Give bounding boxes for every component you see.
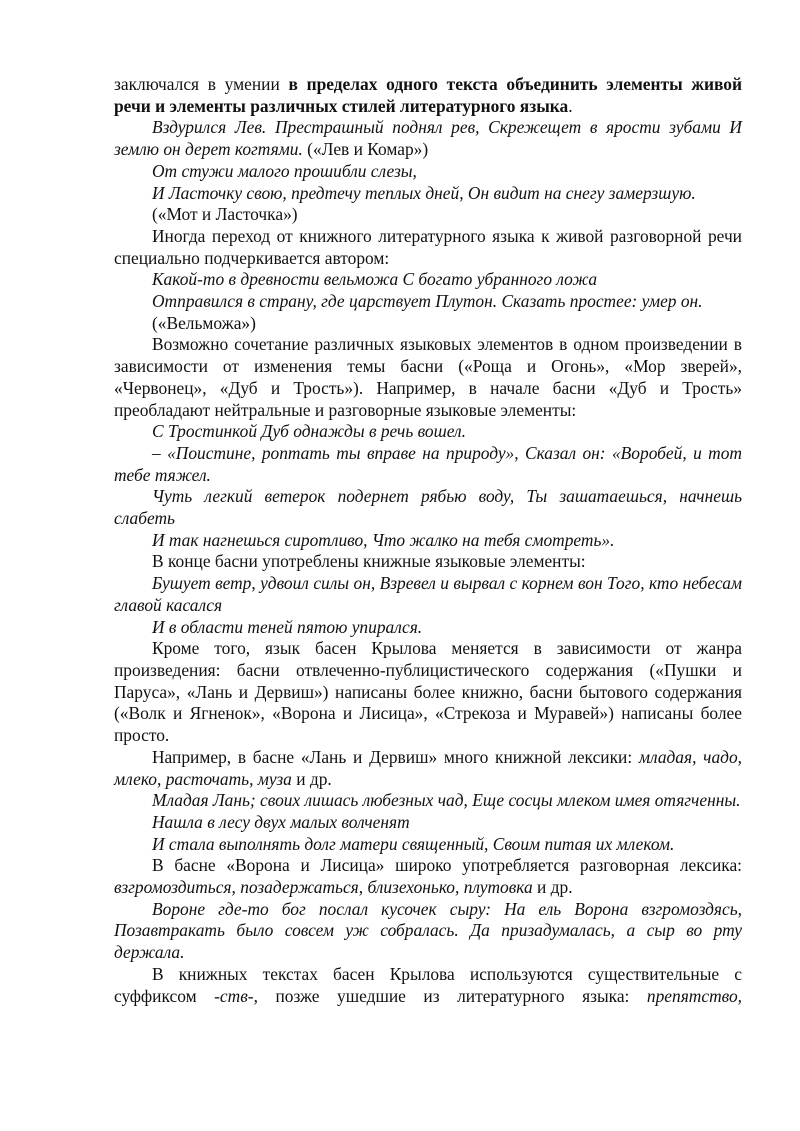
italic-text: препятство, <box>646 985 742 1006</box>
paragraph <box>114 855 742 898</box>
paragraph: Возможно сочетание различных языковых элементов в одном произведении в зависимости от изменения темы басни («Роща и Огонь», «Мор зверей», «Червонец», «Дуб и Трость»). Например, в начале басни «Дуб и Трость» преобладают нейтральные и разговорные языковые элементы: <box>114 334 742 420</box>
quote-paragraph: Отправился в страну, где царствует Плутон. Сказать простее: умер он. <box>152 291 703 312</box>
quote-paragraph: Чуть легкий ветерок подернет рябью воду, Ты зашатаешься, начнешь слабеть <box>114 486 742 529</box>
paragraph <box>114 74 742 117</box>
quote-paragraph: Какой-то в древности вельможа С богато убранного ложа <box>152 269 598 290</box>
bold-text: в пределах одного текста объединить элементы живой речи и элементы различных стилей литературного языка <box>114 74 742 116</box>
quote-paragraph: И Ласточку свою, предтечу теплых дней, Он видит на снегу замерзшую. <box>152 182 696 203</box>
quote-paragraph: От стужи малого прошибли слезы, <box>152 160 417 181</box>
quote-paragraph <box>114 117 742 160</box>
text-run: заключался в умении <box>114 74 289 94</box>
quote-paragraph: И так нагнешься сиротливо, Что жалко на тебя смотреть». <box>152 529 615 550</box>
italic-text: младая, чадо, млеко, расточать, муза <box>114 746 743 789</box>
fable-title: («Вельможа») <box>152 312 256 333</box>
document-body <box>114 74 742 1007</box>
quote-paragraph: – «Поистине, роптать ты вправе на природу», Сказал он: «Воробей, и тот тебе тяжел. <box>114 442 742 485</box>
paragraph <box>114 747 742 790</box>
quote-paragraph: С Тростинкой Дуб однажды в речь вошел. <box>152 421 466 442</box>
quote-paragraph: И стала выполнять долг матери священный, Своим питая их млеком. <box>152 833 675 854</box>
text-run: . <box>568 95 573 116</box>
text-run: и др. <box>532 877 573 898</box>
quote-paragraph: Младая Лань; своих лишась любезных чад, Еще сосцы млеком имея отягченны. <box>152 790 741 811</box>
text-run: В книжных текстах басен Крылова используются существительные с суффиксом <box>114 963 742 1006</box>
text-run: В басне «Ворона и Лисица» широко употребляется разговорная лексика: <box>152 855 742 876</box>
fable-title: («Мот и Ласточка») <box>152 204 298 225</box>
text-run: и др. <box>291 768 332 789</box>
italic-text: взгромоздиться, позадержаться, близехонько, плутовка <box>114 877 533 898</box>
quote-paragraph: И в области теней пятою упирался. <box>152 616 423 637</box>
quote-paragraph: Вороне где-то бог послал кусочек сыру: На ель Ворона взгромоздясь, Позавтракать было совсем уж собралась. Да призадумалась, а сыр во рту держала. <box>114 898 742 963</box>
quote-paragraph: Нашла в лесу двух малых волченят <box>152 811 410 832</box>
italic-text: -ств- <box>214 985 254 1006</box>
paragraph: Кроме того, язык басен Крылова меняется в зависимости от жанра произведения: басни отвлеченно-публицистического содержания («Пушки и Паруса», «Лань и Дервиш») написаны более книжно, басни бытового содержания («Волк и Ягненок», «Ворона и Лисица», «Стрекоза и Муравей») написаны более просто. <box>114 638 742 746</box>
fable-title: («Лев и Комар») <box>302 139 429 160</box>
text-run: Например, в басне «Лань и Дервиш» много книжной лексики: <box>152 746 639 767</box>
paragraph: В конце басни употреблены книжные языковые элементы: <box>152 551 586 572</box>
quote-paragraph: Бушует ветр, удвоил силы он, Взревел и вырвал с корнем вон Того, кто небесам главой касался <box>114 573 742 615</box>
quote-text: Вздурился Лев. Престрашный поднял рев, Скрежещет в ярости зубами И землю он дерет когтями. <box>114 117 742 160</box>
paragraph: Иногда переход от книжного литературного языка к живой разговорной речи специально подчеркивается автором: <box>114 225 742 268</box>
paragraph <box>114 964 742 1007</box>
text-run: , позже ушедшие из литературного языка: <box>253 985 647 1006</box>
